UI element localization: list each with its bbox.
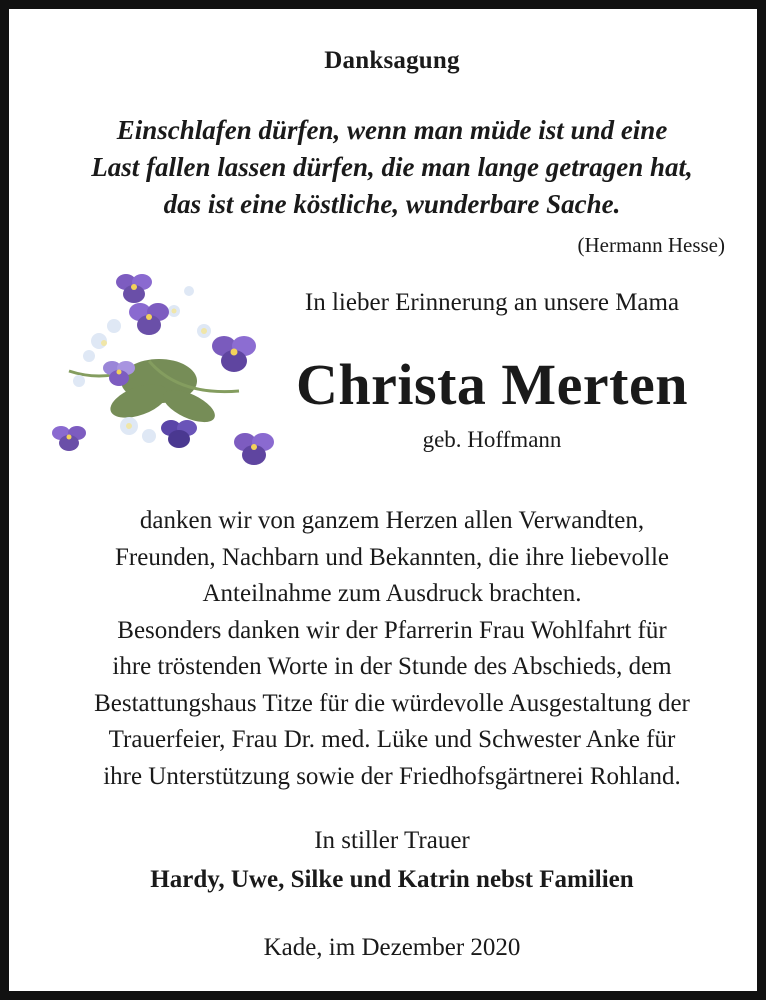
memorial-intro: In lieber Erinnerung an unsere Mama — [304, 289, 680, 316]
place-date: Kade, im Dezember 2020 — [263, 934, 521, 961]
heading-title: Danksagung — [324, 47, 460, 74]
text-line: Besonders danken wir der Pfarrerin Frau Wohlfahrt für — [117, 616, 667, 644]
quote-line: das ist eine köstliche, wunderbare Sache. — [163, 189, 621, 219]
quote-block — [9, 112, 766, 223]
text-line: Anteilnahme zum Ausdruck brachten. — [202, 580, 582, 607]
mourning-line: In stiller Trauer — [314, 827, 470, 854]
quote-line: Einschlafen dürfen, wenn man müde ist und eine — [116, 115, 668, 145]
text-line: danken wir von ganzem Herzen allen Verwandten, — [139, 507, 645, 534]
text-line: Bestattungshaus Titze für die würdevolle Ausgestaltung der — [94, 689, 690, 717]
text-line: ihre tröstenden Worte in der Stunde des Abschieds, dem — [112, 653, 672, 680]
thanks-text — [9, 503, 766, 795]
quote-author: (Hermann Hesse) — [577, 233, 725, 257]
text-line: Freunden, Nachbarn und Bekannten, die ihre liebevolle — [115, 543, 669, 571]
text-line: Trauerfeier, Frau Dr. med. Lüke und Schwester Anke für — [108, 726, 676, 753]
deceased-name: Christa Merten — [296, 352, 688, 417]
family-names: Hardy, Uwe, Silke und Katrin nebst Familien — [150, 866, 634, 893]
quote-line: Last fallen lassen dürfen, die man lange getragen hat, — [91, 152, 693, 182]
text-line: ihre Unterstützung sowie der Friedhofsgärtnerei Rohland. — [103, 762, 681, 790]
birth-name: geb. Hoffmann — [422, 427, 562, 452]
